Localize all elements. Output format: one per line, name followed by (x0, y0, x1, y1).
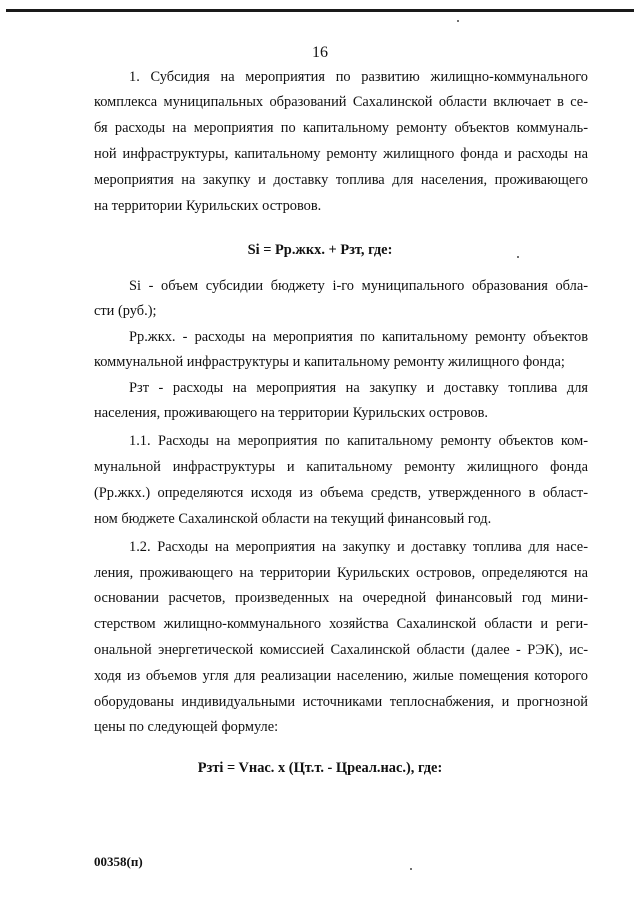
text-line: комплекса муниципальных образований Сахалинской области включает в се- (94, 94, 588, 110)
text-line: стерством жилищно-коммунального хозяйства Сахалинской области и реги- (94, 616, 588, 632)
text-line: мунальной инфраструктуры и капитальному ремонту жилищного фонда (94, 459, 588, 475)
text-line: ходя из объемов угля для реализации населению, жилые помещения которого (94, 668, 588, 684)
text-line: ональной энергетической комиссией Сахалинской области (далее - РЭК), ис- (94, 642, 588, 658)
formula-si: Si = Рр.жкх. + Рзт, где: (247, 242, 393, 258)
text-line: мероприятия на закупку и доставку топлива для населения, проживающего (94, 172, 588, 188)
text-line: бя расходы на мероприятия по капитальному ремонту объектов коммуналь- (94, 120, 588, 136)
text-line: цены по следующей формуле: (94, 719, 279, 735)
text-line: (Рр.жкх.) определяются исходя из объема средств, утвержденного в област- (94, 485, 588, 501)
text-line: ном бюджете Сахалинской области на текущий финансовый год. (94, 511, 492, 527)
formula-rzti: Рзтi = Vнас. x (Цт.т. - Цреал.нас.), где: (197, 760, 443, 776)
text-line: на территории Курильских островов. (94, 198, 322, 214)
text-line: Si - объем субсидии бюджету i-го муниципального образования обла- (129, 278, 588, 294)
text-line: 1.1. Расходы на мероприятия по капитальному ремонту объектов ком- (129, 433, 588, 449)
text-line: ной инфраструктуры, капитальному ремонту жилищного фонда и расходы на (94, 146, 588, 162)
top-border-line (6, 9, 634, 12)
text-line: коммунальной инфраструктуры и капитальному ремонту жилищного фонда; (94, 354, 565, 370)
document-code: 00358(п) (94, 854, 143, 869)
text-line: сти (руб.); (94, 303, 157, 319)
scan-speck (410, 868, 412, 870)
text-line: Рр.жкх. - расходы на мероприятия по капитальному ремонту объектов (129, 329, 588, 345)
text-line: Рзт - расходы на мероприятия на закупку и доставку топлива для (129, 380, 588, 396)
text-line: основании расчетов, произведенных на очередной финансовый год мини- (94, 590, 588, 606)
page-number: 16 (312, 44, 328, 61)
text-line: 1.2. Расходы на мероприятия на закупку и доставку топлива для насе- (129, 539, 588, 555)
text-line: 1. Субсидия на мероприятия по развитию жилищно-коммунального (129, 69, 588, 85)
text-line: оборудованы индивидуальными источниками теплоснабжения, и прогнозной (94, 694, 588, 710)
text-line: населения, проживающего на территории Курильских островов. (94, 405, 488, 421)
text-line: ления, проживающего на территории Курильских островов, определяются на (94, 565, 588, 581)
scan-speck (457, 20, 459, 22)
